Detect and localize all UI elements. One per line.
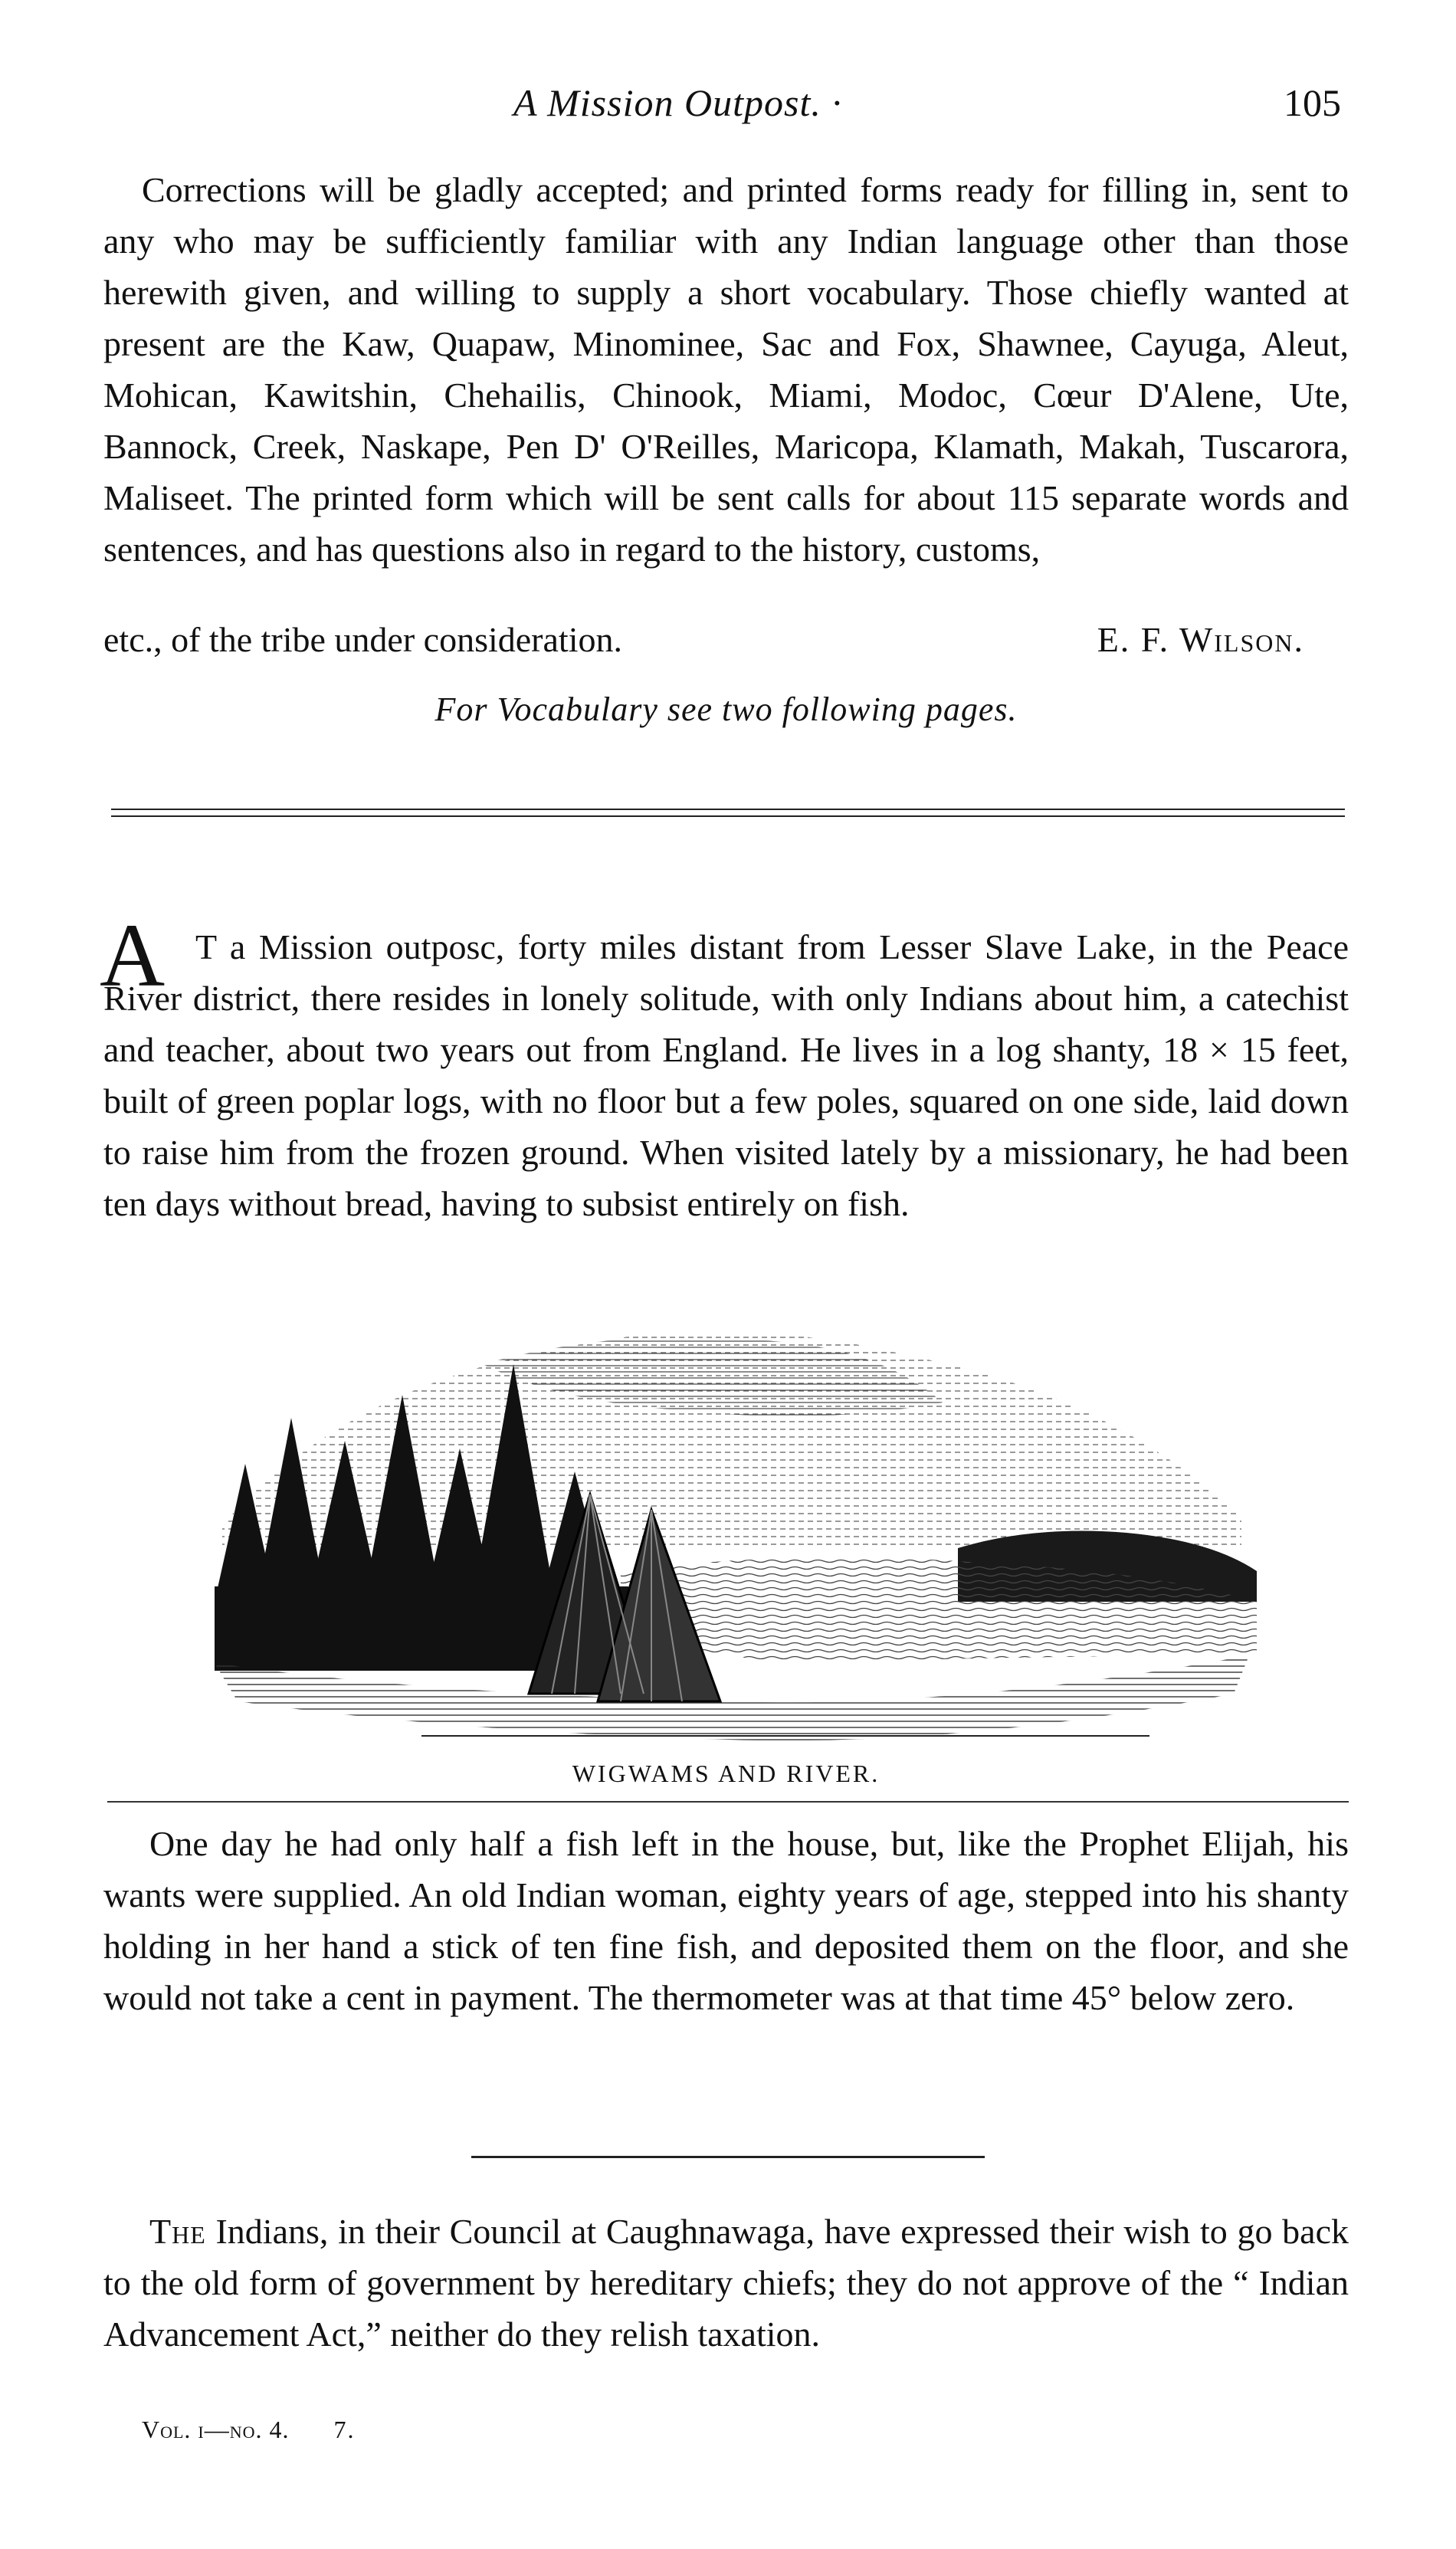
divider-line-upper: [111, 809, 1345, 810]
mission-outpost-text: a Mission outposc, forty miles distant from Lesser Slave Lake, in the Peace River district, there resides in lonely solitude, with only Indians about him, a catechist and teacher, about two years out from England. He lives in a log shanty, 18 × 15 feet, built of green poplar logs, with no floor but a few poles, squared on one side, laid down to raise him from the frozen ground. When visited lately by a missionary, he had been ten days without bread, having to subsist entirely on fish.: [103, 927, 1349, 1223]
running-head: [429, 80, 1349, 134]
caption-rule: [107, 1801, 1349, 1803]
divider-line-lower: [111, 815, 1345, 817]
council-paragraph: [103, 2206, 1349, 2420]
volume-signature: [142, 2416, 356, 2444]
running-title: A Mission Outpost. ·: [513, 81, 842, 124]
wigwams-river-engraving: [192, 1295, 1272, 1755]
mission-outpost-paragraph: [103, 921, 1349, 1289]
drop-cap: A: [100, 905, 166, 1005]
corrections-last-line: etc., of the tribe under consideration.: [103, 620, 622, 659]
council-paragraph-body: [103, 2206, 1349, 2360]
council-text: Indians, in their Council at Caughnawaga, have expressed their wish to go back to the old form of government by hereditary chiefs; they do not approve of the “ Indian Advancement Act,” neither do they relish taxation.: [103, 2212, 1349, 2354]
volume-number: Vol. i—no. 4.: [142, 2416, 290, 2443]
council-lead-word: The: [149, 2212, 206, 2251]
vocabulary-note: For Vocabulary see two following pages.: [435, 691, 1018, 728]
mission-outpost-body: [103, 921, 1349, 1229]
corrections-closing-line: [103, 619, 1349, 671]
lead-word: T: [195, 927, 217, 966]
sheet-number: 7.: [333, 2416, 356, 2443]
fish-paragraph: [103, 1818, 1349, 2048]
section-divider-short: [471, 2156, 985, 2158]
page-number: 105: [1284, 81, 1341, 124]
fish-paragraph-text: One day he had only half a fish left in the house, but, like the Prophet Elijah, his wants were supplied. An old Indian woman, eighty years of age, stepped into his shanty holding in her hand a stick of ten fine fish, and deposited them on the floor, and she would not take a cent in payment. The thermometer was at that time 45° below zero.: [103, 1824, 1349, 2017]
section-divider-double: [111, 809, 1345, 819]
author-signature: E. F. Wilson.: [1097, 620, 1304, 659]
illustration-caption: WIGWAMS AND RIVER.: [572, 1760, 880, 1787]
corrections-paragraph: [103, 164, 1349, 624]
corrections-text: Corrections will be gladly accepted; and printed forms ready for filling in, sent to any who may be sufficiently familiar with any Indian language other than those herewith given, and willing to supply a short vocabulary. Those chiefly wanted at present are the Kaw, Quapaw, Minominee, Sac and Fox, Shawnee, Cayuga, Aleut, Mohican, Kawitshin, Chehailis, Chinook, Miami, Modoc, Cœur D'Alene, Ute, Bannock, Creek, Naskape, Pen D' O'Reilles, Maricopa, Klamath, Makah, Tuscarora, Maliseet. The printed form which will be sent calls for about 115 separate words and sentences, and has questions also in regard to the history, customs,: [103, 170, 1349, 569]
